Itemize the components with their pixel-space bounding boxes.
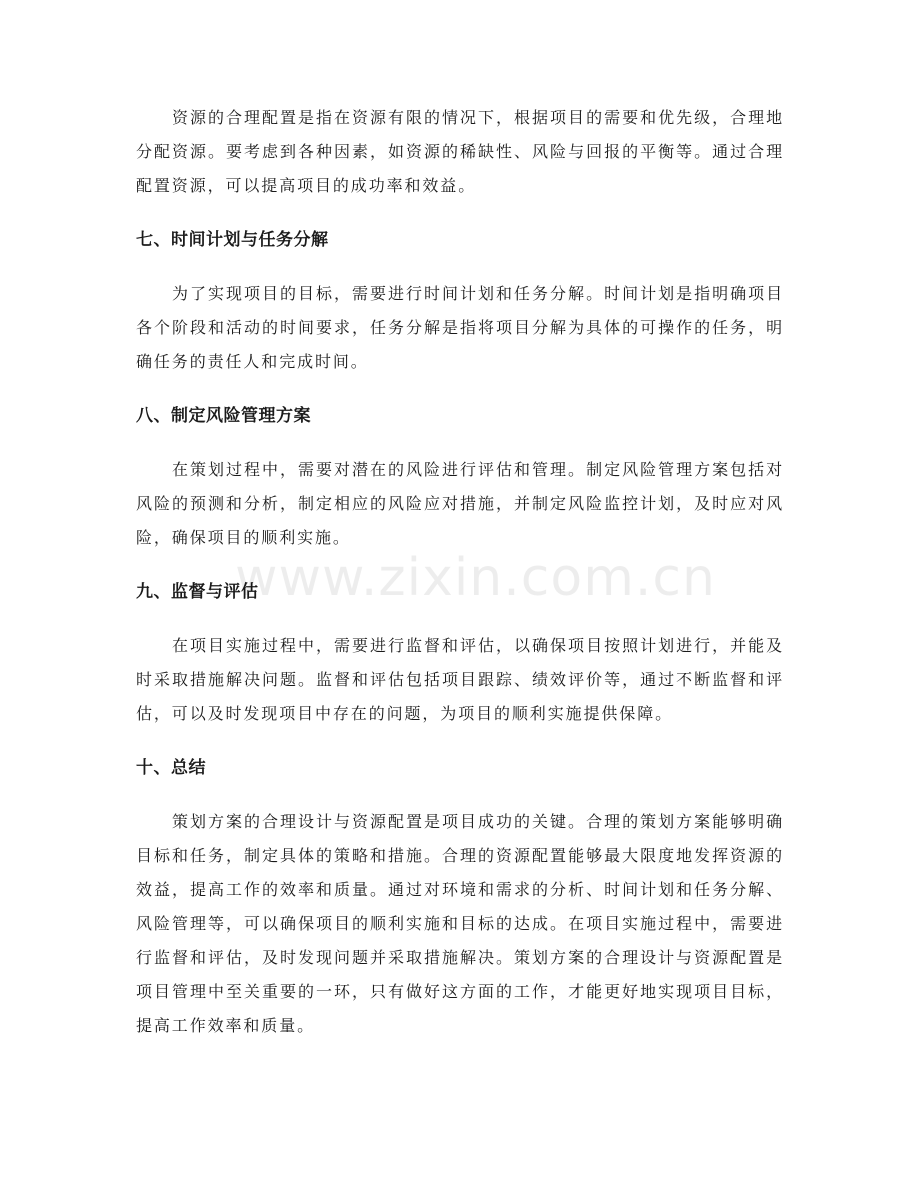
paragraph-risk-management: 在策划过程中，需要对潜在的风险进行评估和管理。制定风险管理方案包括对风险的预测和分析，制定相应的风险应对措施，并制定风险监控计划，及时应对风险，确保项目的顺利实施。 xyxy=(136,460,784,547)
paragraph-time-planning: 为了实现项目的目标，需要进行时间计划和任务分解。时间计划是指明确项目各个阶段和活动的时间要求，任务分解是指将项目分解为具体的可操作的任务，明确任务的责任人和完成时间。 xyxy=(136,284,784,371)
document-body xyxy=(136,101,784,1043)
paragraph-summary: 策划方案的合理设计与资源配置是项目成功的关键。合理的策划方案能够明确目标和任务，制定具体的策略和措施。合理的资源配置能够最大限度地发挥资源的效益，提高工作的效率和质量。通过对环境和需求的分析、时间计划和任务分解、风险管理等，可以确保项目的顺利实施和目标的达成。在项目实施过程中，需要进行监督和评估，及时发现问题并采取措施解决。策划方案的合理设计与资源配置是项目管理中至关重要的一环，只有做好这方面的工作，才能更好地实现项目目标，提高工作效率和质量。 xyxy=(136,812,784,1035)
paragraph-supervision: 在项目实施过程中，需要进行监督和评估，以确保项目按照计划进行，并能及时采取措施解决问题。监督和评估包括项目跟踪、绩效评价等，通过不断监督和评估，可以及时发现项目中存在的问题，为项目的顺利实施提供保障。 xyxy=(136,636,784,723)
paragraph-resource-allocation: 资源的合理配置是指在资源有限的情况下，根据项目的需要和优先级，合理地分配资源。要考虑到各种因素，如资源的稀缺性、风险与回报的平衡等。通过合理配置资源，可以提高项目的成功率和效益。 xyxy=(136,108,784,195)
heading-section-8: 八、制定风险管理方案 xyxy=(136,406,311,426)
heading-section-7: 七、时间计划与任务分解 xyxy=(136,230,329,250)
heading-section-9: 九、监督与评估 xyxy=(136,582,259,602)
watermark: www.zixin.com.cn xyxy=(235,548,716,608)
heading-section-10: 十、总结 xyxy=(136,758,206,778)
